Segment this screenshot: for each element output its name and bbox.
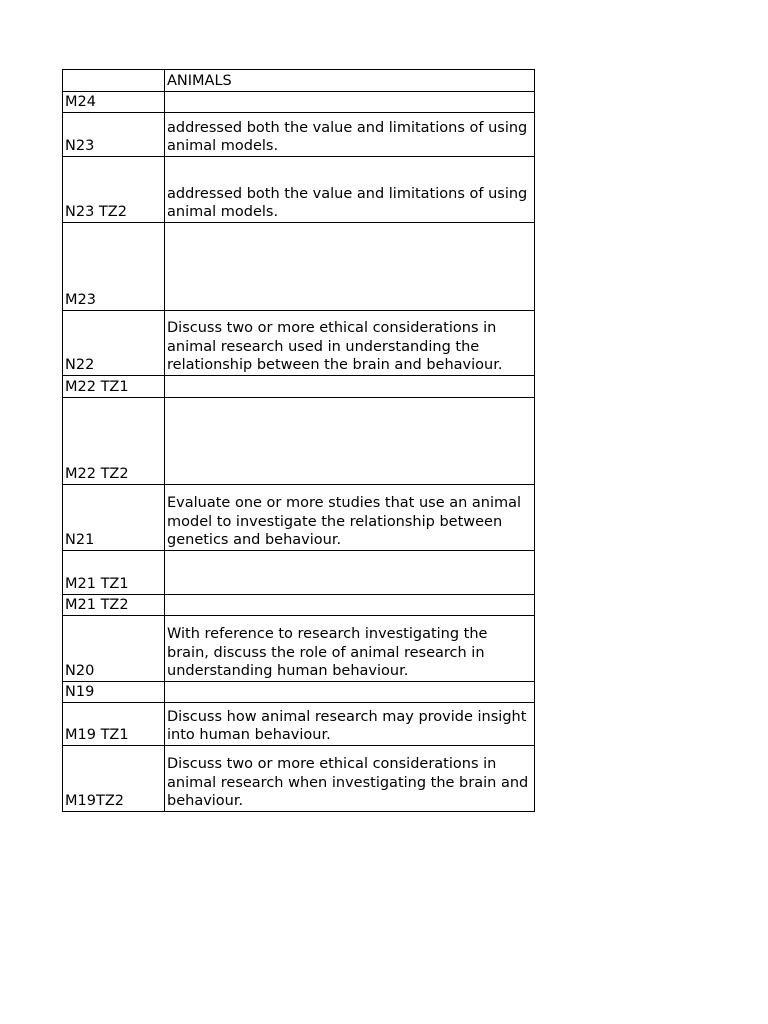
table-row: [63, 157, 535, 223]
question-cell[interactable]: Evaluate one or more studies that use an animal model to investigate the relationship between genetics and behaviour.: [165, 485, 535, 551]
session-code-cell[interactable]: N21: [63, 485, 165, 551]
session-code-cell[interactable]: M21 TZ1: [63, 551, 165, 595]
session-code-cell[interactable]: M22 TZ2: [63, 398, 165, 485]
table-row: [63, 746, 535, 812]
table-row: [63, 703, 535, 746]
table-row: [63, 113, 535, 157]
table-row: [63, 616, 535, 682]
session-code-cell[interactable]: N19: [63, 682, 165, 703]
session-code-cell[interactable]: N23 TZ2: [63, 157, 165, 223]
question-cell[interactable]: Discuss how animal research may provide insight into human behaviour.: [165, 703, 535, 746]
question-cell[interactable]: With reference to research investigating the brain, discuss the role of animal research in understanding human behaviour.: [165, 616, 535, 682]
table-row: [63, 682, 535, 703]
question-cell[interactable]: Discuss two or more ethical considerations in animal research when investigating the brain and behaviour.: [165, 746, 535, 812]
table-row: [63, 398, 535, 485]
question-cell[interactable]: [165, 376, 535, 398]
table-row: [63, 311, 535, 376]
exam-questions-table: [62, 69, 535, 812]
question-cell[interactable]: [165, 398, 535, 485]
session-code-cell[interactable]: M21 TZ2: [63, 595, 165, 616]
session-code-cell[interactable]: N20: [63, 616, 165, 682]
header-topic-cell[interactable]: ANIMALS: [165, 70, 535, 92]
table-row: [63, 551, 535, 595]
question-cell[interactable]: [165, 595, 535, 616]
session-code-cell[interactable]: N22: [63, 311, 165, 376]
table-row: [63, 595, 535, 616]
table-row: [63, 485, 535, 551]
question-cell[interactable]: addressed both the value and limitations of using animal models.: [165, 157, 535, 223]
table-row: [63, 92, 535, 113]
question-cell[interactable]: [165, 551, 535, 595]
question-cell[interactable]: [165, 223, 535, 311]
question-cell[interactable]: [165, 682, 535, 703]
session-code-cell[interactable]: M23: [63, 223, 165, 311]
session-code-cell[interactable]: N23: [63, 113, 165, 157]
header-row: [63, 70, 535, 92]
question-cell[interactable]: addressed both the value and limitations of using animal models.: [165, 113, 535, 157]
session-code-cell[interactable]: M22 TZ1: [63, 376, 165, 398]
question-cell[interactable]: Discuss two or more ethical considerations in animal research used in understanding the relationship between the brain and behaviour.: [165, 311, 535, 376]
table-row: [63, 223, 535, 311]
question-cell[interactable]: [165, 92, 535, 113]
session-code-cell[interactable]: M19TZ2: [63, 746, 165, 812]
header-code-cell[interactable]: [63, 70, 165, 92]
session-code-cell[interactable]: M19 TZ1: [63, 703, 165, 746]
session-code-cell[interactable]: M24: [63, 92, 165, 113]
table-row: [63, 376, 535, 398]
